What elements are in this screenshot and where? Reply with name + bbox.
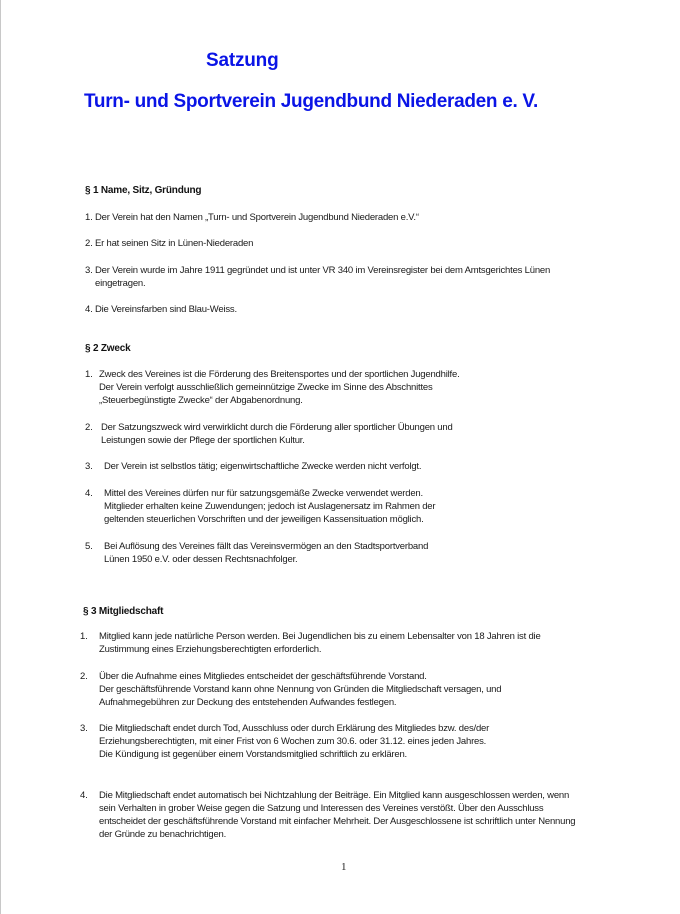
item-number: 4. [85, 488, 93, 499]
item-number: 4. [85, 304, 95, 315]
item-text: Mittel des Vereines dürfen nur für satzungsgemäße Zwecke verwendet werden. Mitglieder erhalten keine Zuwendungen; jedoch ist Auslagenersatz im Rahmen der geltenden steuerlichen Vorschriften und der jeweiligen Kassensituation möglich. [104, 488, 436, 525]
section-heading-2: § 2 Zweck [85, 343, 131, 354]
list-item [85, 211, 419, 224]
item-number: 2. [85, 238, 95, 249]
item-text: Die Vereinsfarben sind Blau-Weiss. [94, 304, 237, 315]
item-text: Er hat seinen Sitz in Lünen-Niederaden [94, 238, 254, 249]
list-item [85, 487, 645, 526]
item-number: 5. [85, 541, 93, 552]
list-item [80, 670, 660, 709]
item-text: Der Satzungszweck wird verwirklicht durch die Förderung aller sportlicher Übungen und Leistungen sowie der Pflege der sportlichen Kultur. [101, 422, 453, 446]
list-item [85, 540, 645, 566]
list-item [85, 460, 645, 473]
item-number: 3. [85, 461, 93, 472]
item-number: 3. [85, 265, 93, 276]
list-item [80, 630, 660, 656]
item-text: Bei Auflösung des Vereines fällt das Vereinsvermögen an den Stadtsportverband Lünen 1950 e.V. oder dessen Rechtsnachfolger. [104, 541, 429, 565]
item-number: 1. [85, 212, 95, 223]
item-text: Zweck des Vereines ist die Förderung des Breitensportes und der sportlichen Jugendhilfe. Der Verein verfolgt ausschließlich gemeinnützige Zwecke im Sinne des Abschnittes „Steuerbegünstigte Zwecke“ der Abgabenordnung. [99, 369, 460, 406]
section-heading-1: § 1 Name, Sitz, Gründung [85, 185, 202, 196]
item-text: Der Verein ist selbstlos tätig; eigenwirtschaftliche Zwecke werden nicht verfolgt. [104, 461, 422, 472]
item-text: Die Mitgliedschaft endet durch Tod, Ausschluss oder durch Erklärung des Mitgliedes bzw. des/der Erziehungsberechtigten, mit einer Frist von 6 Wochen zum 30.6. oder 31.12. eines jeden Jahres. Die Kündigung ist gegenüber einem Vorstandsmitglied schriftlich zu erklären. [99, 723, 490, 760]
document-title: Satzung [206, 50, 279, 71]
item-number: 3. [80, 723, 88, 734]
item-number: 4. [80, 790, 88, 801]
list-item [80, 789, 670, 841]
item-text: Über die Aufnahme eines Mitgliedes entscheidet der geschäftsführende Vorstand. Der geschäftsführende Vorstand kann ohne Nennung von Gründen die Mitgliedschaft versagen, und Aufnahmegebühren zur Deckung des entstehenden Aufwandes festlegen. [99, 671, 502, 708]
item-text: Die Mitgliedschaft endet automatisch bei Nichtzahlung der Beiträge. Ein Mitglied kann ausgeschlossen werden, wenn sein Verhalten in grober Weise gegen die Satzung und Interessen des Vereines verstößt. Über den Ausschluss entscheidet der geschäftsführende Vorstand mit einfacher Mehrheit. Der Ausgeschlossene ist schriftlich unter Nennung der Gründe zu benachrichtigen. [99, 790, 576, 840]
section-heading-3: § 3 Mitgliedschaft [83, 606, 164, 617]
item-number: 2. [80, 671, 88, 682]
item-number: 1. [80, 631, 88, 642]
list-item [85, 303, 237, 316]
item-number: 2. [85, 422, 93, 433]
page-number: 1 [341, 861, 347, 873]
item-text: Mitglied kann jede natürliche Person werden. Bei Jugendlichen bis zu einem Lebensalter von 18 Jahren ist die Zustimmung eines Erziehungsberechtigten erforderlich. [99, 631, 541, 655]
item-text: Der Verein wurde im Jahre 1911 gegründet und ist unter VR 340 im Vereinsregister bei dem Amtsgerichtes Lünen eingetragen. [95, 265, 551, 289]
document-subtitle: Turn- und Sportverein Jugendbund Niederaden e. V. [84, 91, 539, 112]
item-text: Der Verein hat den Namen „Turn- und Sportverein Jugendbund Niederaden e.V.“ [94, 212, 419, 223]
list-item [80, 722, 660, 761]
list-item [85, 368, 645, 407]
item-number: 1. [85, 369, 93, 380]
list-item [85, 237, 253, 250]
list-item [85, 264, 645, 290]
list-item [85, 421, 645, 447]
